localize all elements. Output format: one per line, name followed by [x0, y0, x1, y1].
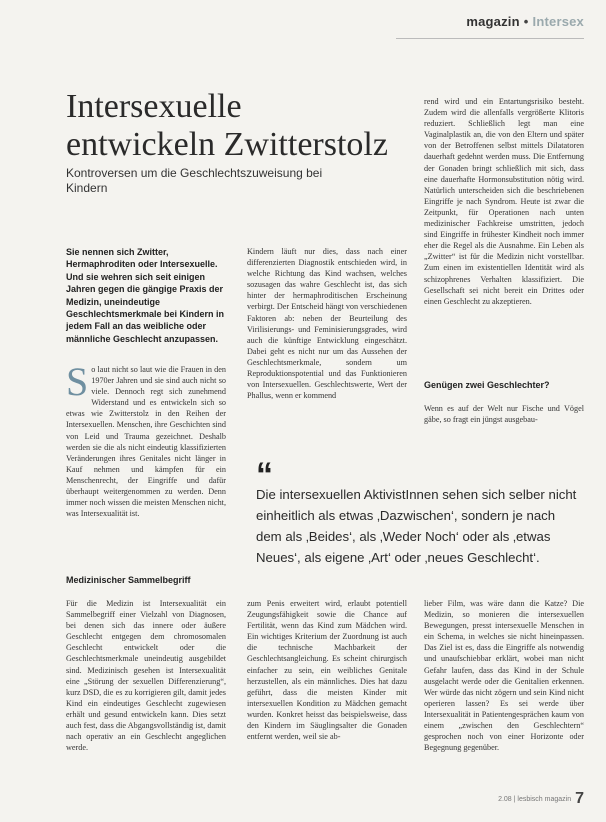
quote-mark-icon: “: [256, 456, 273, 494]
article-lead: Sie nennen sich Zwitter, Hermaphroditen oder Intersexuelle. Und sie wehren sich seit einigen Jahren gegen die gängige Praxis der Medizin, uneindeutige Geschlechtsmerkmale bei Kindern in jedem Fall an das weibliche oder männliche Geschlecht anzupassen.: [66, 247, 225, 344]
pull-quote: Die intersexuellen AktivistInnen sehen sich selber nicht einheitlich als etwas ‚Dazwischen‘, sondern je nach dem als ‚Beides‘, als ‚Weder Noch‘ oder als ‚etwas Neues‘, als eigene ‚Art‘ oder ‚neues Geschlecht‘.: [256, 487, 577, 565]
column-3-top-text: rend wird und ein Entartungsrisiko besteht. Zudem wird die allenfalls vergrößerte Klitoris reduziert. Schließlich legt man eine Vaginalplastik an, die von den Eltern und später von der Betroffenen selbst mittels Dilatatoren dauerhaft gedehnt werden muss. Die Entfernung der Gonaden bringt schließlich mit sich, dass eine dauerhafte Hormonsubstitution nötig wird. Natürlich unterscheiden sich die beschriebenen Eingriffe je nach Syndrom. Heute ist zwar die Zeitpunkt, für Operationen nach unten medizinischer Fachkreise umstritten, jedoch sind Eingriffe in frühester Kindheit noch immer eher die Regel als die Ausnahme. Ein Leben als „Zwitter“ ist für die Medizin nicht vorstellbar. Zum einen im existentiellen Identität wird als schizophrenes Verhalten klassifiziert. Die Gesellschaft sei nicht bereit ein Drittes oder einen Geschlecht zu akzeptieren.: [424, 97, 584, 306]
article-title: Intersexuelle entwickeln Zwitterstolz: [66, 88, 388, 163]
subhead-medizin: Medizinischer Sammelbegriff: [66, 575, 191, 585]
column-1-intro: [66, 359, 226, 519]
column-3-top: [424, 96, 584, 307]
column-1-bottom-text: Für die Medizin ist Intersexualität ein Sammelbegriff einer Vielzahl von Diagnosen, bei denen sich das innere oder äußere Geschlecht entgegen dem chromosomalen Geschlecht entwickelt oder die Geschlechtsmerkmale uneindeutig ausgebildet sind. Medizinisch gesehen ist Intersexualität eine „Störung der sexuellen Differenzierung“, kurz DSD, die es zu korrigieren gilt, damit jedes Kind ein eindeutiges Geschlecht zugewiesen erhält und gesund entwickeln kann. Dies setzt auch fest, dass die Abgangsvollständig ist, damit nach operativ an ein Geschlecht angeglichen werde.: [66, 599, 226, 753]
section-header: [466, 14, 584, 29]
drop-cap: S: [66, 359, 89, 404]
section-label: Intersex: [532, 14, 584, 29]
intro-text: o laut nicht so laut wie die Frauen in den 1970er Jahren und sie sind auch nicht so viele. Dennoch regt sich zunehmend Widerstand und es entwickeln sich so etwas wie Zwitterstolz in den Reihen der Intersexuellen. Menschen, ihre Geschichten sind von Leid und Trauma gezeichnet. Deshalb werden sie die als nicht eindeutig klassifizierten Veränderungen ihres Genitales nicht länger in Kauf nehmen und kämpfen für ein Menschenrecht, der Eingriffe und dafür überhaupt weitergenommen zu werden. Denn immer noch wissen die meisten Menschen nicht, was Intersexualität ist.: [66, 365, 226, 519]
subhead-geschlechter: Genügen zwei Geschlechter?: [424, 380, 550, 390]
bullet-separator: •: [523, 14, 529, 29]
column-3-mid: [424, 403, 584, 425]
column-3-mid-text: Wenn es auf der Welt nur Fische und Vögel gäbe, so fragt ein jüngst ausgebau-: [424, 404, 584, 425]
column-2-bottom: [247, 598, 407, 742]
column-1-bottom: [66, 598, 226, 753]
column-3-bottom-text: lieber Film, was wäre dann die Katze? Die Medizin, so monieren die intersexuellen Bewegungen, presst intersexuelle Menschen in ein Schema, in welches sie nicht hineinpassen. Das Ziel ist es, dass die Eingriffe als notwendig und unaufschiebbar erklärt, wobei man nicht Gefahr laufen, dass das Kind in der Schule ausgelacht werde oder die Genitalien erkennen. Wer würde das nicht zögern und sein Kind nicht operieren lassen? Es sei werde über Intersexualität in Patientengesprächen kaum von einem „zwischen den Geschlechtern“ gesprochen noch von einer Horizonte oder Begegnung gegenüber.: [424, 599, 584, 753]
column-3-bottom: [424, 598, 584, 753]
header-rule: [396, 38, 584, 39]
magazine-label: magazin: [466, 14, 520, 29]
article-subtitle: Kontroversen um die Geschlechtszuweisung bei Kindern: [66, 166, 323, 195]
page-number: 7: [575, 790, 584, 807]
page-footer: [498, 790, 584, 808]
column-2-top: [247, 246, 407, 401]
issue-label: 2.08 | lesbisch magazin: [498, 796, 572, 803]
column-2-bottom-text: zum Penis erweitert wird, erlaubt potentiell Zeugungsfähigkeit sowie die Chance auf Fertilität, wenn das Kind zum Mädchen wird. Ein wichtiges Kriterium der Zuordnung ist auch die technische Machbarkeit der Geschlechtsangleichung. Es scheint chirurgisch einfacher zu sein, ein weibliches Genitale herzustellen, als ein männliches. Dies hat dazu geführt, dass die meisten Kinder mit intersexuellen Kondition zu Mädchen gemacht wurden. Konkret heisst das beispielsweise, dass den Kindern im Säuglingsalter die Gonaden entfernt werden, weil sie ab-: [247, 599, 407, 742]
column-2-top-text: Kindern läuft nur dies, dass nach einer differenzierten Diagnostik entschieden wird, in welche Richtung das Kind wachsen, welches sozusagen das wahre Geschlecht ist, das sich hinter der hermaphroditischen Erscheinung verbirgt. Der Entscheid hängt von verschiedenen Faktoren ab: neben der Beurteilung des Virilisierungs- und Feminisierungsgrades, wird auch die künftige Entwicklung eingeschätzt. Dabei geht es nicht nur um das Aussehen der Geschlechtsmerkmale, sondern um Reproduktionspotential und das Funktionieren von Intersexuellen. Geschlechtswerte, Wert der Phallus, wenn er kommend: [247, 247, 407, 401]
